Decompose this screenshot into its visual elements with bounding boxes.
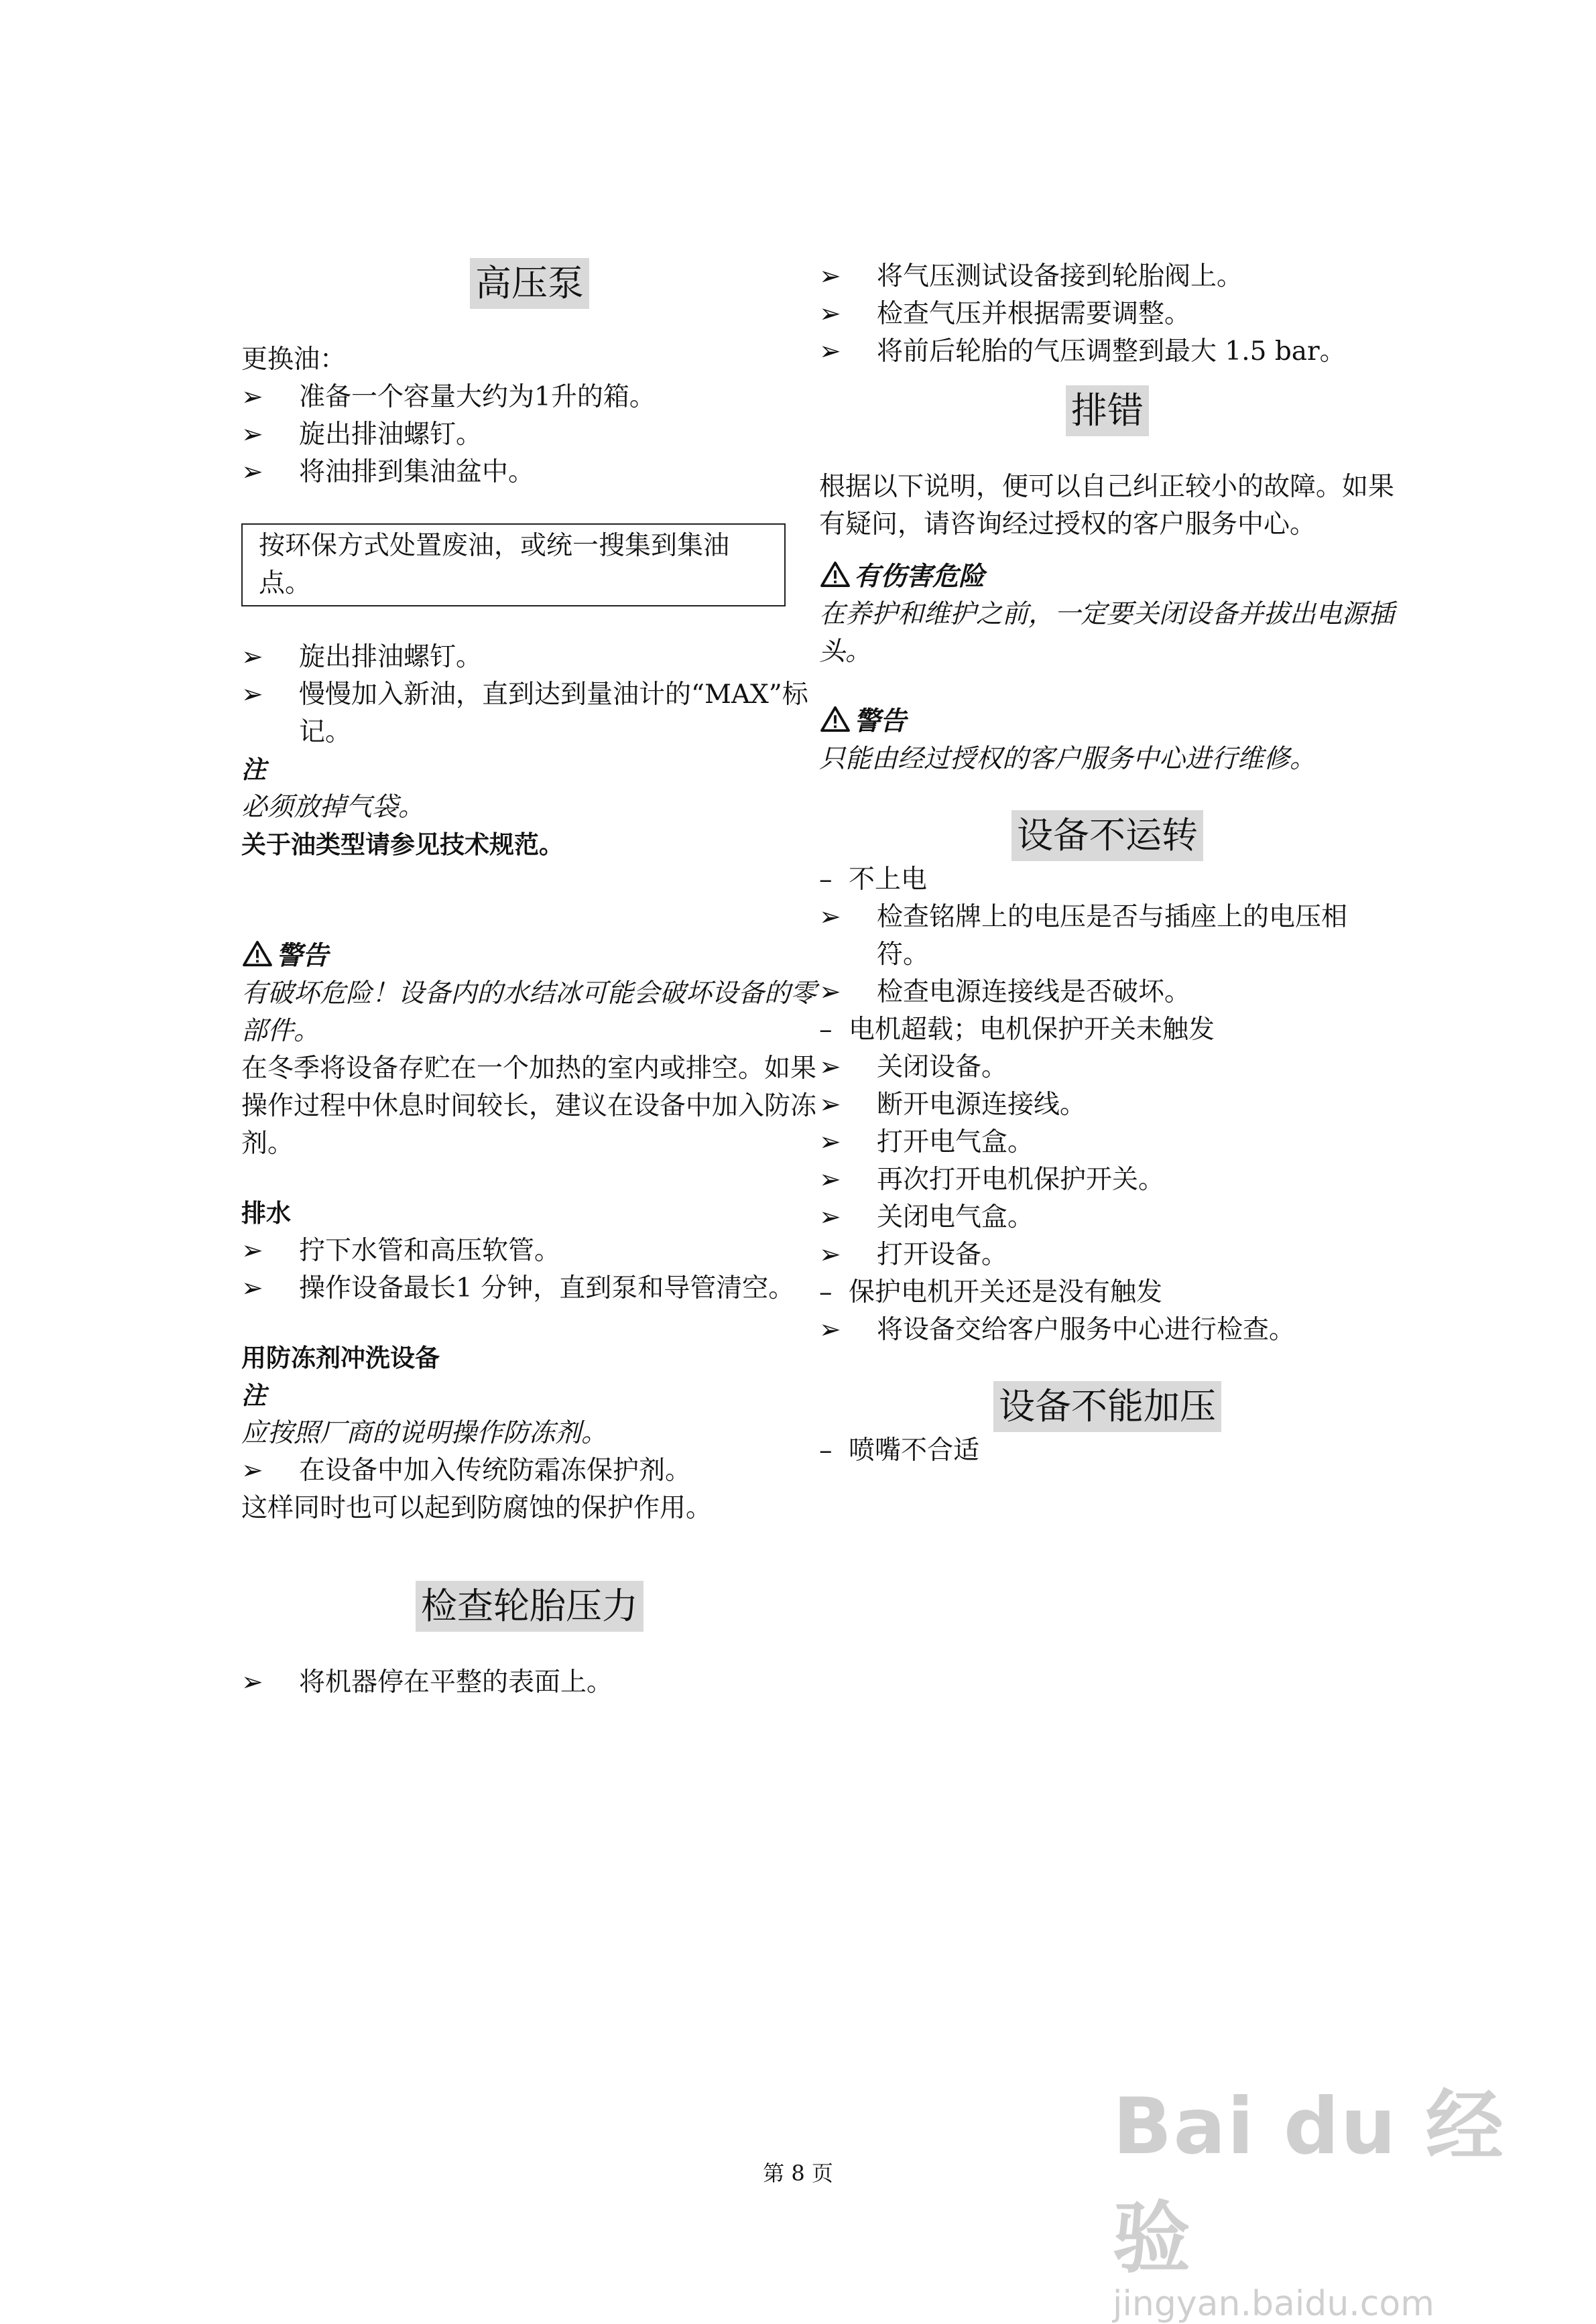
tire-steps [241,1664,818,1701]
list-item [819,974,1396,1011]
list-item-text: 检查气压并根据需要调整。 [877,299,1191,329]
list-item-text: 旋出排油螺钉。 [299,642,483,672]
list-item-text: 再次打开电机保护开关。 [877,1165,1165,1195]
list-item [819,1161,1396,1199]
danger-text: 在养护和维护之前，一定要关闭设备并拔出电源插头。 [819,599,1395,667]
list-item [819,1432,1396,1470]
oil-change-steps [241,379,818,491]
arrow-bullet-icon: ➢ [819,336,841,367]
warning-triangle-icon [819,706,851,732]
refill-steps [241,639,818,751]
list-item-text: 将设备交给客户服务中心进行检查。 [877,1315,1296,1345]
not-running-checklist [819,861,1396,1349]
heading-tire-pressure: 检查轮胎压力 [416,1581,643,1632]
list-item-text: 打开设备。 [877,1240,1008,1270]
list-item [819,1199,1396,1236]
list-item-text: 操作设备最长1 分钟，直到泵和导管清空。 [299,1273,795,1303]
list-item-text: 准备一个容量大约为1升的箱。 [299,382,656,412]
list-item-text: 将油排到集油盆中。 [299,457,535,487]
list-item [819,1011,1396,1049]
list-item-text: 关闭设备。 [877,1052,1008,1082]
list-item [819,333,1396,371]
troubleshooting-intro: 根据以下说明，便可以自己纠正较小的故障。如果有疑问，请咨询经过授权的客户服务中心。 [819,472,1395,539]
list-item [819,1274,1396,1311]
list-item [241,1664,818,1701]
tire-steps-continued [819,258,1396,371]
list-item [241,454,818,491]
list-item-text: 打开电气盒。 [877,1127,1034,1157]
drain-heading: 排水 [241,1199,291,1228]
drain-steps [241,1232,818,1307]
list-item-text: 慢慢加入新油，直到达到量油计的“MAX”标记。 [299,680,808,747]
list-item [819,899,1396,974]
list-item-text: 将前后轮胎的气压调整到最大 1.5 bar。 [877,336,1346,367]
arrow-bullet-icon: ➢ [819,902,841,932]
arrow-bullet-icon: ➢ [819,977,841,1007]
list-item [241,639,818,676]
watermark-url: jingyan.baidu.com [1113,2284,1434,2324]
list-item [819,1236,1396,1274]
list-item [241,1452,818,1490]
list-item [241,1270,818,1307]
list-item [241,676,818,751]
left-column [241,258,818,1701]
corrosion-text: 这样同时也可以起到防腐蚀的保护作用。 [241,1493,713,1523]
arrow-bullet-icon: ➢ [819,1240,841,1270]
arrow-bullet-icon: ➢ [241,457,263,487]
list-item-text: 关闭电气盒。 [877,1202,1034,1232]
watermark-logo: Bai du 经验 [1113,2081,1505,2284]
heading-device-not-running: 设备不运转 [1011,810,1203,861]
baidu-jingyan-watermark [1113,2064,1528,2324]
heading-high-pressure-pump: 高压泵 [470,258,589,309]
right-column [819,258,1396,1470]
arrow-bullet-icon: ➢ [241,642,263,672]
oil-type-reference: 关于油类型请参见技术规范。 [241,830,564,859]
danger-title: 有伤害危险 [819,558,1396,596]
list-item-text: 电机超载；电机保护开关未触发 [849,1015,1215,1045]
antifreeze-steps [241,1452,818,1490]
arrow-bullet-icon: ➢ [819,1202,841,1232]
no-pressure-checklist [819,1432,1396,1470]
arrow-bullet-icon: ➢ [241,680,263,710]
list-item [241,1232,818,1270]
dash-icon: – [819,864,833,895]
list-item-text: 喷嘴不合适 [849,1435,980,1466]
list-item [241,379,818,416]
list-item [819,1124,1396,1161]
arrow-bullet-icon: ➢ [819,1090,841,1120]
arrow-bullet-icon: ➢ [241,1236,263,1266]
arrow-bullet-icon: ➢ [241,419,263,450]
list-item-text: 断开电源连接线。 [877,1090,1087,1120]
warning-title-2: 警告 [819,703,1396,740]
arrow-bullet-icon: ➢ [241,382,263,412]
list-item-text: 检查铭牌上的电压是否与插座上的电压相符。 [877,902,1348,970]
disposal-notice-box: 按环保方式处置废油，或统一搜集到集油点。 [241,523,786,606]
list-item-text: 拧下水管和高压软管。 [299,1236,561,1266]
note-text-2: 应按照厂商的说明操作防冻剂。 [241,1418,608,1448]
warning-title: 警告 [241,938,818,975]
list-item-text: 将气压测试设备接到轮胎阀上。 [877,261,1243,292]
list-item [819,258,1396,296]
note-title: 注 [241,755,266,784]
list-item [819,861,1396,899]
arrow-bullet-icon: ➢ [241,1273,263,1303]
dash-icon: – [819,1277,833,1307]
list-item-text: 不上电 [849,864,928,895]
service-warning-text: 只能由经过授权的客户服务中心进行维修。 [819,744,1316,774]
list-item [241,416,818,454]
arrow-bullet-icon: ➢ [241,1667,263,1697]
arrow-bullet-icon: ➢ [819,299,841,329]
note-text: 必须放掉气袋。 [241,792,425,822]
arrow-bullet-icon: ➢ [241,1456,263,1486]
list-item-text: 检查电源连接线是否破坏。 [877,977,1191,1007]
warning-triangle-icon [819,561,851,588]
winter-storage-text: 在冬季将设备存贮在一个加热的室内或排空。如果操作过程中休息时间较长，建议在设备中加入防冻剂。 [241,1053,817,1159]
dash-icon: – [819,1435,833,1466]
oil-change-label: 更换油： [241,344,347,375]
list-item [819,296,1396,333]
dash-icon: – [819,1015,833,1045]
antifreeze-heading: 用防冻剂冲洗设备 [241,1344,440,1372]
list-item [819,1049,1396,1086]
note-title-2: 注 [241,1381,266,1410]
heading-troubleshooting: 排错 [1066,385,1149,436]
arrow-bullet-icon: ➢ [819,1127,841,1157]
list-item-text: 将机器停在平整的表面上。 [299,1667,613,1697]
heading-no-pressure: 设备不能加压 [993,1381,1221,1432]
list-item [819,1086,1396,1124]
list-item-text: 在设备中加入传统防霜冻保护剂。 [299,1456,692,1486]
arrow-bullet-icon: ➢ [819,1052,841,1082]
list-item [819,1311,1396,1349]
frost-warning-text: 有破坏危险！设备内的水结冰可能会破坏设备的零部件。 [241,978,817,1046]
list-item-text: 保护电机开关还是没有触发 [849,1277,1163,1307]
warning-triangle-icon [241,940,273,967]
arrow-bullet-icon: ➢ [819,261,841,292]
arrow-bullet-icon: ➢ [819,1165,841,1195]
arrow-bullet-icon: ➢ [819,1315,841,1345]
list-item-text: 旋出排油螺钉。 [299,419,483,450]
page-number: 第 8 页 [763,2160,833,2186]
